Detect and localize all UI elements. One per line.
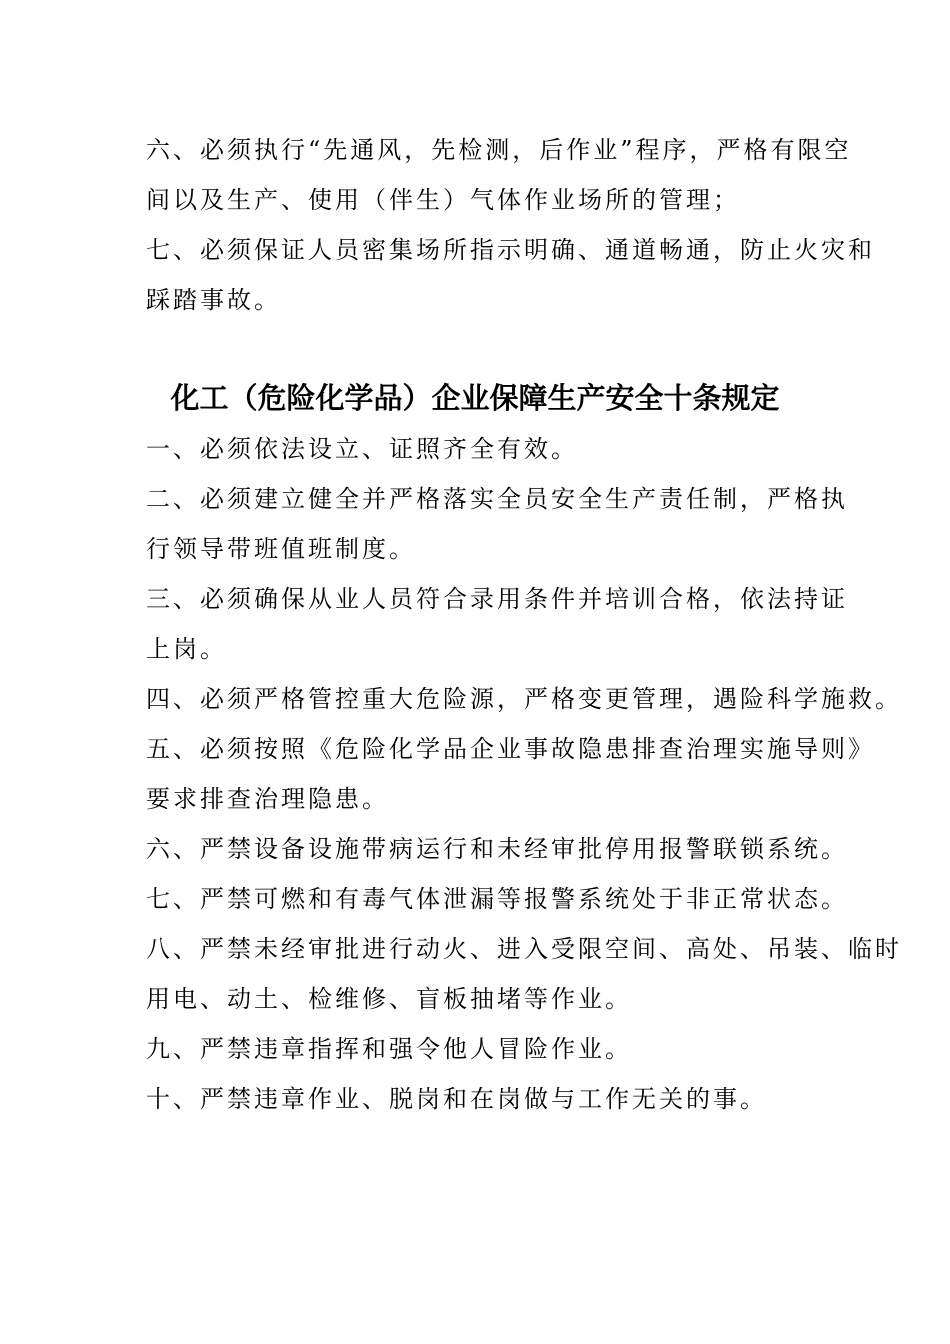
intro-line: 间以及生产、使用（伴生）气体作业场所的管理；: [146, 186, 740, 214]
rule-line: 八、严禁未经审批进行动火、进入受限空间、高处、吊装、临时: [146, 935, 902, 963]
rule-line: 七、严禁可燃和有毒气体泄漏等报警系统处于非正常状态。: [146, 885, 848, 913]
intro-line: 七、必须保证人员密集场所指示明确、通道畅通，防止火灾和: [146, 236, 875, 264]
intro-line: 六、必须执行“先通风，先检测，后作业”程序，严格有限空: [146, 136, 852, 164]
rule-line: 九、严禁违章指挥和强令他人冒险作业。: [146, 1035, 632, 1063]
rule-line: 一、必须依法设立、证照齐全有效。: [146, 435, 578, 463]
rule-line: 行领导带班值班制度。: [146, 535, 416, 563]
rule-line: 二、必须建立健全并严格落实全员安全生产责任制，严格执: [146, 485, 848, 513]
intro-line: 踩踏事故。: [146, 286, 281, 314]
rule-line: 十、严禁违章作业、脱岗和在岗做与工作无关的事。: [146, 1085, 767, 1113]
rule-line: 三、必须确保从业人员符合录用条件并培训合格，依法持证: [146, 585, 848, 613]
rule-line: 六、严禁设备设施带病运行和未经审批停用报警联锁系统。: [146, 835, 848, 863]
rule-line: 要求排查治理隐患。: [146, 785, 389, 813]
rule-line: 用电、动土、检维修、盲板抽堵等作业。: [146, 985, 632, 1013]
rule-line: 上岗。: [146, 635, 227, 663]
rule-line: 五、必须按照《危险化学品企业事故隐患排查治理实施导则》: [146, 735, 875, 763]
rule-line: 四、必须严格管控重大危险源，严格变更管理，遇险科学施救。: [146, 685, 902, 713]
section-title: 化工（危险化学品）企业保障生产安全十条规定: [170, 381, 780, 415]
